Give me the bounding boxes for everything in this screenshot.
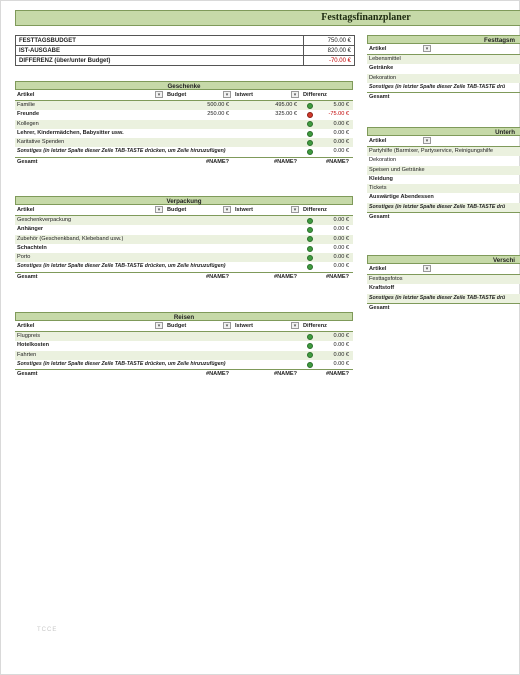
item-cell[interactable]: Anhänger (17, 226, 44, 233)
filter-dropdown-icon[interactable]: ▾ (223, 91, 231, 98)
column-header-label: Differenz (303, 207, 327, 213)
item-cell[interactable]: Speisen und Getränke (369, 166, 425, 173)
table-header (15, 321, 353, 332)
column-header-istwert[interactable] (233, 90, 301, 100)
total-label: Gesamt (369, 304, 390, 311)
total-row (15, 272, 353, 282)
section-title: Festtagsm (367, 35, 520, 44)
table-row (367, 193, 520, 202)
actual-cell[interactable] (233, 253, 301, 262)
total-label: Gesamt (369, 94, 390, 101)
filter-dropdown-icon[interactable]: ▾ (423, 265, 431, 272)
table-row (15, 147, 353, 156)
item-cell[interactable]: Getränke (369, 65, 394, 72)
column-header-label: Istwert (235, 323, 254, 329)
right-section (367, 127, 520, 222)
budget-cell[interactable] (165, 138, 233, 147)
page-title: Festtagsfinanzplaner (321, 12, 411, 23)
item-cell[interactable]: Fahrten (17, 351, 37, 358)
column-header-label: Istwert (235, 92, 254, 98)
table-row (15, 138, 353, 147)
column-header-label: Budget (167, 92, 187, 98)
budget-cell[interactable]: 500.00 € (207, 102, 229, 108)
total-row (367, 212, 520, 222)
watermark: TCCE (37, 627, 58, 633)
item-cell[interactable]: Kraftstoff (369, 285, 395, 292)
difference-value: 0.00 € (333, 263, 349, 270)
item-cell[interactable]: Geschenkverpackung (17, 217, 72, 223)
column-header-label: Artikel (369, 266, 387, 272)
column-header-label: Differenz (303, 323, 327, 329)
item-cell[interactable]: Lehrer, Kindermädchen, Babysitter usw. (17, 129, 124, 136)
column-header-artikel[interactable] (15, 321, 165, 331)
total-budget: #NAME? (206, 371, 229, 378)
column-header-budget[interactable] (165, 205, 233, 215)
total-difference (301, 158, 353, 167)
table-row (15, 253, 353, 262)
difference-value: 0.00 € (333, 333, 349, 339)
item-cell[interactable]: Lebensmittel (369, 56, 401, 62)
table-row (367, 175, 520, 184)
table-row (15, 110, 353, 119)
budget-cell[interactable]: 250.00 € (207, 111, 229, 118)
difference-value: 0.00 € (333, 148, 349, 155)
item-cell[interactable]: Kollegen (17, 120, 39, 127)
section-title: Unterh (367, 127, 520, 136)
actual-cell[interactable]: 325.00 € (275, 111, 297, 118)
difference-value: 0.00 € (333, 139, 349, 146)
total-difference-value: #NAME? (326, 158, 349, 165)
column-header-differenz[interactable] (301, 205, 353, 215)
summary-row-actual (16, 46, 355, 56)
filter-dropdown-icon[interactable]: ▾ (155, 322, 163, 329)
difference-cell (301, 341, 353, 350)
table-row (367, 55, 520, 64)
filter-dropdown-icon[interactable]: ▾ (291, 206, 299, 213)
difference-cell (301, 129, 353, 138)
total-budget: #NAME? (206, 273, 229, 280)
difference-cell (301, 244, 353, 253)
column-header-budget[interactable] (165, 321, 233, 331)
difference-cell (301, 332, 353, 341)
table-row (15, 351, 353, 360)
total-actual: #NAME? (274, 158, 297, 165)
table-row (367, 184, 520, 193)
table-row (367, 83, 520, 92)
difference-value: 0.00 € (333, 235, 349, 242)
summary-row-difference (16, 56, 355, 66)
summary-value[interactable]: 820.00 € (304, 46, 355, 56)
right-section (367, 35, 520, 102)
summary-table (15, 35, 355, 66)
total-difference-value: #NAME? (326, 273, 349, 280)
table-row (15, 101, 353, 110)
difference-cell (301, 147, 353, 156)
item-cell[interactable]: Dekoration (369, 74, 397, 81)
table-row (15, 129, 353, 138)
table-header (367, 264, 520, 275)
item-cell[interactable]: Schachteln (17, 244, 47, 251)
total-difference-value: #NAME? (326, 371, 349, 378)
difference-value: 0.00 € (333, 217, 349, 223)
summary-label: IST-AUSGABE (16, 46, 304, 56)
difference-value: -75.00 € (328, 111, 349, 118)
budget-cell[interactable] (165, 332, 233, 341)
section-title: Verschi (367, 255, 520, 264)
item-cell[interactable]: Familie (17, 102, 36, 108)
difference-value: 0.00 € (333, 226, 349, 233)
column-header-artikel[interactable] (367, 264, 520, 274)
difference-cell (301, 262, 353, 271)
title-banner (15, 10, 520, 26)
total-actual: #NAME? (274, 371, 297, 378)
item-cell[interactable]: Hotelkosten (17, 342, 50, 349)
difference-cell (301, 360, 353, 369)
difference-value: 0.00 € (333, 342, 349, 349)
section-title: Reisen (15, 312, 353, 321)
difference-cell (301, 216, 353, 225)
table-row (15, 244, 353, 253)
table-row (367, 147, 520, 156)
column-header-artikel[interactable] (15, 205, 165, 215)
table-header (367, 44, 520, 55)
difference-value: 0.00 € (333, 129, 349, 136)
difference-cell (301, 235, 353, 244)
difference-cell (301, 138, 353, 147)
actual-cell[interactable] (233, 225, 301, 234)
section-geschenke (15, 81, 353, 167)
difference-cell (301, 101, 353, 110)
total-budget: #NAME? (206, 158, 229, 165)
table-row (367, 275, 520, 284)
difference-cell (301, 110, 353, 119)
actual-cell[interactable] (233, 129, 301, 138)
difference-cell (301, 253, 353, 262)
filter-dropdown-icon[interactable]: ▾ (223, 322, 231, 329)
budget-cell[interactable] (165, 120, 233, 129)
column-header-differenz[interactable] (301, 321, 353, 331)
actual-cell[interactable] (233, 351, 301, 360)
difference-value: 0.00 € (333, 360, 349, 367)
section-title: Verpackung (15, 196, 353, 205)
total-label: Gesamt (17, 158, 38, 165)
table-row (15, 262, 353, 271)
table-row (15, 225, 353, 234)
difference-value: 5.00 € (333, 102, 349, 108)
table-header (15, 205, 353, 216)
budget-cell[interactable] (165, 129, 233, 138)
item-cell[interactable]: Sonstiges (in letzter Spalte dieser Zeile TAB-TASTE drücken, um Zeile hinzuzufügen) (17, 263, 226, 270)
section-reisen (15, 312, 353, 379)
item-cell[interactable]: Porto (17, 254, 31, 261)
actual-cell[interactable] (233, 332, 301, 341)
item-cell[interactable]: Sonstiges (in letzter Spalte dieser Zeile TAB-TASTE drü (369, 294, 506, 301)
column-header-label: Budget (167, 323, 187, 329)
column-header-label: Artikel (369, 46, 387, 52)
actual-cell[interactable] (233, 235, 301, 244)
column-header-label: Artikel (17, 207, 35, 213)
table-row (367, 166, 520, 175)
total-difference (301, 273, 353, 282)
total-actual: #NAME? (274, 273, 297, 280)
budget-cell[interactable] (165, 341, 233, 350)
total-label: Gesamt (369, 214, 390, 221)
budget-cell[interactable] (165, 235, 233, 244)
difference-value: 0.00 € (333, 120, 349, 127)
table-row (15, 120, 353, 129)
item-cell[interactable]: Freunde (17, 111, 40, 118)
difference-value: 0.00 € (333, 244, 349, 251)
filter-dropdown-icon[interactable]: ▾ (423, 137, 431, 144)
summary-value[interactable]: 750.00 € (304, 36, 355, 46)
budget-cell[interactable] (165, 225, 233, 234)
actual-cell[interactable] (233, 341, 301, 350)
filter-dropdown-icon[interactable]: ▾ (155, 91, 163, 98)
difference-cell (301, 351, 353, 360)
budget-cell[interactable] (165, 351, 233, 360)
table-row (367, 294, 520, 303)
column-header-label: Artikel (17, 323, 35, 329)
actual-cell[interactable]: 495.00 € (275, 102, 297, 108)
item-cell[interactable]: Sonstiges (in letzter Spalte dieser Zeile TAB-TASTE drü (369, 83, 506, 90)
column-header-budget[interactable] (165, 90, 233, 100)
budget-cell[interactable] (165, 244, 233, 253)
table-row (367, 74, 520, 83)
column-header-istwert[interactable] (233, 205, 301, 215)
column-header-artikel[interactable] (15, 90, 165, 100)
column-header-artikel[interactable] (367, 136, 520, 146)
column-header-label: Differenz (303, 92, 327, 98)
item-cell[interactable]: Festtagsfotos (369, 276, 403, 282)
table-header (15, 90, 353, 101)
budget-cell[interactable] (165, 216, 233, 225)
right-section (367, 255, 520, 313)
table-row (367, 203, 520, 212)
total-difference (301, 370, 353, 379)
total-row (15, 157, 353, 167)
table-header (367, 136, 520, 147)
difference-cell (301, 120, 353, 129)
total-row (15, 369, 353, 379)
total-label: Gesamt (17, 371, 38, 378)
filter-dropdown-icon[interactable]: ▾ (423, 45, 431, 52)
column-header-differenz[interactable] (301, 90, 353, 100)
total-row (367, 303, 520, 313)
summary-label: DIFFERENZ (über/unter Budget) (16, 56, 304, 66)
table-row (367, 284, 520, 293)
column-header-label: Artikel (17, 92, 35, 98)
item-cell[interactable]: Flugpreis (17, 333, 41, 339)
filter-dropdown-icon[interactable]: ▾ (291, 91, 299, 98)
item-cell[interactable]: Sonstiges (in letzter Spalte dieser Zeile TAB-TASTE drücken, um Zeile hinzuzufügen) (17, 148, 226, 155)
table-row (367, 156, 520, 165)
item-cell[interactable]: Sonstiges (in letzter Spalte dieser Zeile TAB-TASTE drücken, um Zeile hinzuzufügen) (17, 360, 226, 367)
column-header-istwert[interactable] (233, 321, 301, 331)
table-row (15, 216, 353, 225)
actual-cell[interactable] (233, 244, 301, 253)
actual-cell[interactable] (233, 216, 301, 225)
column-header-label: Artikel (369, 138, 387, 144)
column-header-label: Budget (167, 207, 187, 213)
budget-cell[interactable] (165, 253, 233, 262)
summary-row-budget (16, 36, 355, 46)
item-cell[interactable]: Karitative Spenden (17, 139, 65, 146)
item-cell[interactable]: Dekoration (369, 157, 397, 164)
table-row (15, 360, 353, 369)
table-row (367, 64, 520, 73)
filter-dropdown-icon[interactable]: ▾ (291, 322, 299, 329)
summary-label: FESTTAGSBUDGET (16, 36, 304, 46)
table-row (15, 341, 353, 350)
section-title: Geschenke (15, 81, 353, 90)
filter-dropdown-icon[interactable]: ▾ (155, 206, 163, 213)
total-row (367, 92, 520, 102)
item-cell[interactable]: Sonstiges (in letzter Spalte dieser Zeile TAB-TASTE drü (369, 203, 506, 210)
item-cell[interactable]: Tickets (369, 185, 387, 192)
difference-cell (301, 225, 353, 234)
difference-value: 0.00 € (333, 254, 349, 261)
item-cell[interactable]: Kleidung (369, 175, 393, 182)
column-header-artikel[interactable] (367, 44, 520, 54)
table-row (15, 235, 353, 244)
summary-value[interactable]: -70.00 € (304, 56, 355, 66)
table-row (15, 332, 353, 341)
column-header-label: Istwert (235, 207, 254, 213)
section-verpackung (15, 196, 353, 282)
actual-cell[interactable] (233, 120, 301, 129)
filter-dropdown-icon[interactable]: ▾ (223, 206, 231, 213)
difference-value: 0.00 € (333, 351, 349, 358)
total-label: Gesamt (17, 273, 38, 280)
item-cell[interactable]: Auswärtige Abendessen (369, 194, 434, 201)
item-cell[interactable]: Zubehör (Geschenkband, Klebeband usw.) (17, 235, 124, 242)
item-cell[interactable]: Partyhilfe (Barmixer, Partyservice, Reinigungshilfe (369, 148, 494, 154)
actual-cell[interactable] (233, 138, 301, 147)
